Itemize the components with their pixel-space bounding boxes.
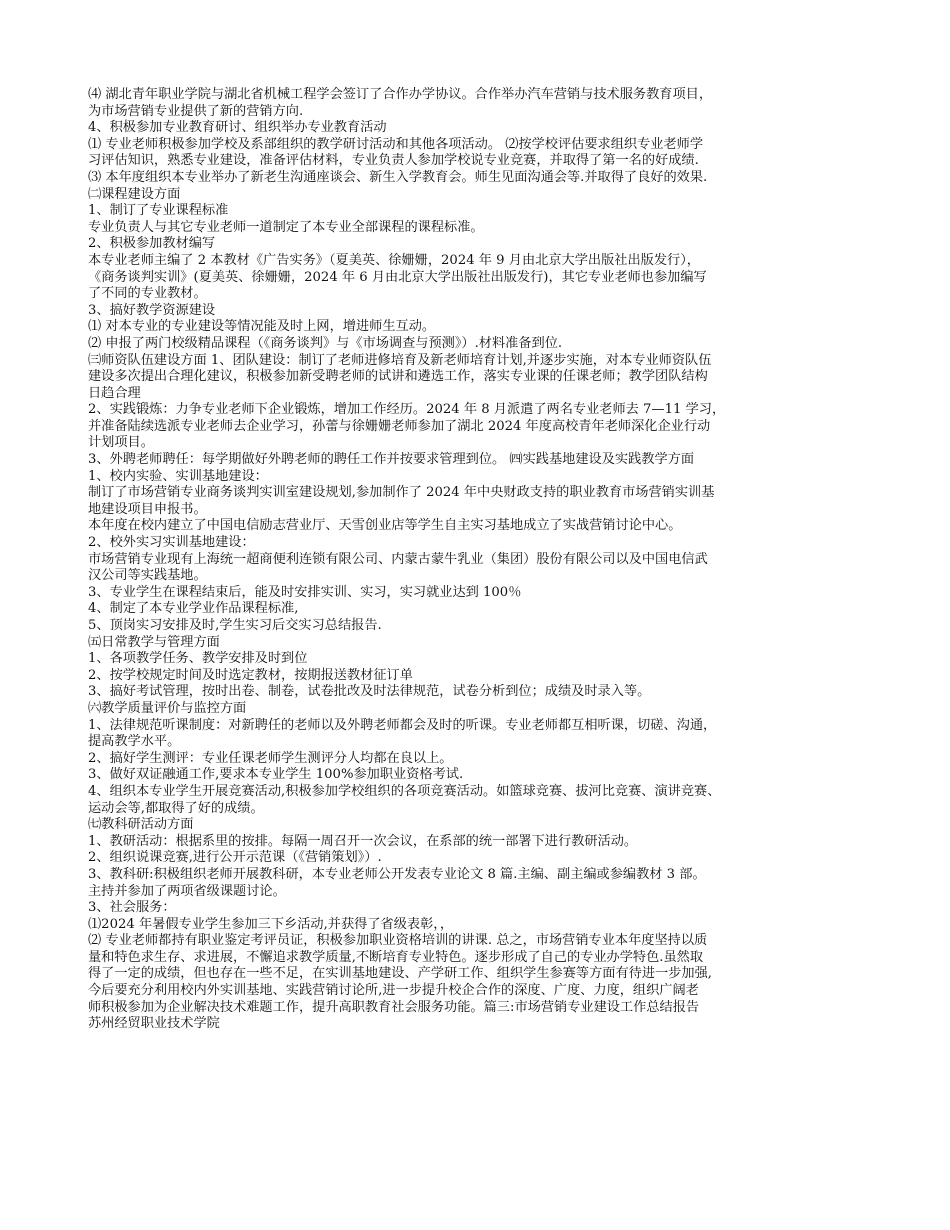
text-line: 地建设项目申报书。 xyxy=(88,501,207,517)
text-line: ⑵ 专业老师都持有职业鉴定考评员证，积极参加职业资格培训的讲课. 总之，市场营销专业本年度坚持以质 xyxy=(88,933,708,949)
text-line: 2、搞好学生测评：专业任课老师学生测评分人均都在良以上。 xyxy=(88,750,453,766)
text-line: 1、教研活动：根据系里的按排。每隔一周召开一次会议，在系部的统一部署下进行教研活动。 xyxy=(88,833,638,849)
text-line: 2、积极参加教材编写 xyxy=(88,236,216,252)
text-line: 4、制定了本专业学业作品课程标准, xyxy=(88,601,299,617)
text-line: ⑷ 湖北青年职业学院与湖北省机械工程学会签订了合作办学协议。合作举办汽车营销与技术服务教育项目， xyxy=(88,87,713,102)
text-line: 主持并参加了两项省级课题讨论。 xyxy=(88,883,286,899)
text-line: 运动会等,都取得了好的成绩。 xyxy=(88,800,264,816)
text-line: 量和特色求生存、求进展，不懈追求教学质量,不断培育专业特色。逐步形成了自己的专业办学特色.虽然取 xyxy=(88,949,704,965)
text-line: 今后要充分利用校内外实训基地、实践营销讨论所,进一步提升校企合作的深度、广度、力度，组织广阔老 xyxy=(88,983,699,999)
text-line: 4、积极参加专业教育研讨、组织举办专业教育活动 xyxy=(88,120,387,136)
text-line: 1、制订了专业课程标准 xyxy=(88,203,229,219)
text-line: 本年度在校内建立了中国电信励志营业厅、天雪创业店等学生自主实习基地成立了实战营销讨论中心。 xyxy=(88,518,682,534)
text-line: 1、各项教学任务、教学安排及时到位 xyxy=(88,651,308,667)
text-line: 5、顶岗实习安排及时,学生实习后交实习总结报告. xyxy=(88,618,382,633)
text-line: ㈤日常教学与管理方面 xyxy=(88,634,220,650)
text-line: 日趋合理 xyxy=(88,385,141,401)
text-line: 为市场营销专业提供了新的营销方向. xyxy=(88,103,304,119)
text-line: 3、搞好考试管理，按时出卷、制卷，试卷批改及时法律规范，试卷分析到位；成绩及时录入等。 xyxy=(88,684,651,700)
text-line: 3、搞好教学资源建设 xyxy=(88,302,216,318)
text-line: 1、法律规范听课制度：对新聘任的老师以及外聘老师都会及时的听课。专业老师都互相听课，切磋、沟通， xyxy=(88,717,717,733)
text-line: ⑴ 专业老师积极参加学校及系部组织的教学研讨活动和其他各项活动。 ⑵按学校评估要求组织专业老师学 xyxy=(88,136,704,152)
text-line: ㈢师资队伍建设方面 1、团队建设：制订了老师进修培育及新老师培育计划,并逐步实施，对本专业师资队伍 xyxy=(88,352,712,368)
text-line: ⑵ 申报了两门校级精品课程（《商务谈判》与《市场调查与预测》）.材料准备到位. xyxy=(88,335,563,351)
document-body xyxy=(88,87,878,1033)
text-line: 2、按学校规定时间及时选定教材，按期报送教材征订单 xyxy=(88,667,413,683)
text-line: 计划项目。 xyxy=(88,435,154,451)
text-line: 习评估知识，熟悉专业建设，准备评估材料，专业负责人参加学校说专业竞赛，并取得了第一名的好成绩. xyxy=(88,153,699,169)
text-line: 市场营销专业现有上海统一超商便利连锁有限公司、内蒙古蒙牛乳业（集团）股份有限公司以及中国电信武 xyxy=(88,551,708,567)
text-line: 汉公司等实践基地。 xyxy=(88,568,207,584)
text-line: ⑶ 本年度组织本专业举办了新老生沟通座谈会、新生入学教育会。师生见面沟通会等.并取得了良好的效果. xyxy=(88,169,708,185)
text-line: 《商务谈判实训》(夏美英、徐姗姗，2024 年 6 月由北京大学出版社出版发行)，其它专业老师也参加编写 xyxy=(88,269,707,285)
text-line: 制订了市场营销专业商务谈判实训室建设规划,参加制作了 2024 年中央财政支持的职业教育市场营销实训基 xyxy=(88,485,715,501)
text-line: 得了一定的成绩，但也存在一些不足，在实训基地建设、产学研工作、组织学生参赛等方面有待进一步加强, xyxy=(88,966,713,982)
text-line: 3、教科研:积极组织老师开展教科研，本专业老师公开发表专业论文 8 篇.主编、副主编或参编教材 3 部。 xyxy=(88,866,706,882)
text-line: 3、外聘老师聘任：每学期做好外聘老师的聘任工作并按要求管理到位。 ㈣实践基地建设及实践教学方面 xyxy=(88,452,695,468)
text-line: ㈡课程建设方面 xyxy=(88,186,181,202)
text-line: ㈦教科研活动方面 xyxy=(88,817,194,833)
text-line: 建设多次提出合理化建议，积极参加新受聘老师的试讲和遴选工作，落实专业课的任课老师；教学团队结构 xyxy=(88,369,708,385)
text-line: 师积极参加为企业解决技术难题工作，提升高职教育社会服务功能。篇三:市场营销专业建设工作总结报告 xyxy=(88,999,700,1015)
text-line: 提高教学水平。 xyxy=(88,734,181,750)
text-line: 苏州经贸职业技术学院 xyxy=(88,1016,220,1032)
text-line: ⑴2024 年暑假专业学生参加三下乡活动,并获得了省级表彰，， xyxy=(88,916,454,932)
text-line: 1、校内实验、实训基地建设： xyxy=(88,468,268,484)
text-line: 3、专业学生在课程结束后，能及时安排实训、实习，实习就业达到 100％ xyxy=(88,584,522,600)
text-line: 2、校外实习实训基地建设： xyxy=(88,535,255,551)
text-line: ⑴ 对本专业的专业建设等情况能及时上网，增进师生互动。 xyxy=(88,319,436,335)
text-line: 3、社会服务： xyxy=(88,900,176,916)
text-line: 了不同的专业教材。 xyxy=(88,286,207,302)
text-line: 3、做好双证融通工作,要求本专业学生 100%参加职业资格考试. xyxy=(88,767,464,783)
text-line: 4、组织本专业学生开展竞赛活动,积极参加学校组织的各项竞赛活动。如篮球竞赛、拔河比竞赛、演讲竞赛、 xyxy=(88,783,721,799)
text-line: 2、实践锻炼：力争专业老师下企业锻炼，增加工作经历。2024 年 8 月派遣了两名专业老师去 7—11 学习， xyxy=(88,402,726,418)
text-line: 专业负责人与其它专业老师一道制定了本专业全部课程的课程标准。 xyxy=(88,219,484,235)
text-line: 2、组织说课竞赛,进行公开示范课（《营销策划》）. xyxy=(88,850,382,866)
text-line: 本专业老师主编了 2 本教材《广告实务》（夏美英、徐姗姗，2024 年 9 月由北京大学出版社出版发行）， xyxy=(88,252,700,268)
text-line: ㈥教学质量评价与监控方面 xyxy=(88,700,247,716)
text-line: 并准备陆续选派专业老师去企业学习，孙蕾与徐姗姗老师参加了湖北 2024 年度高校青年老师深化企业行动 xyxy=(88,418,711,434)
